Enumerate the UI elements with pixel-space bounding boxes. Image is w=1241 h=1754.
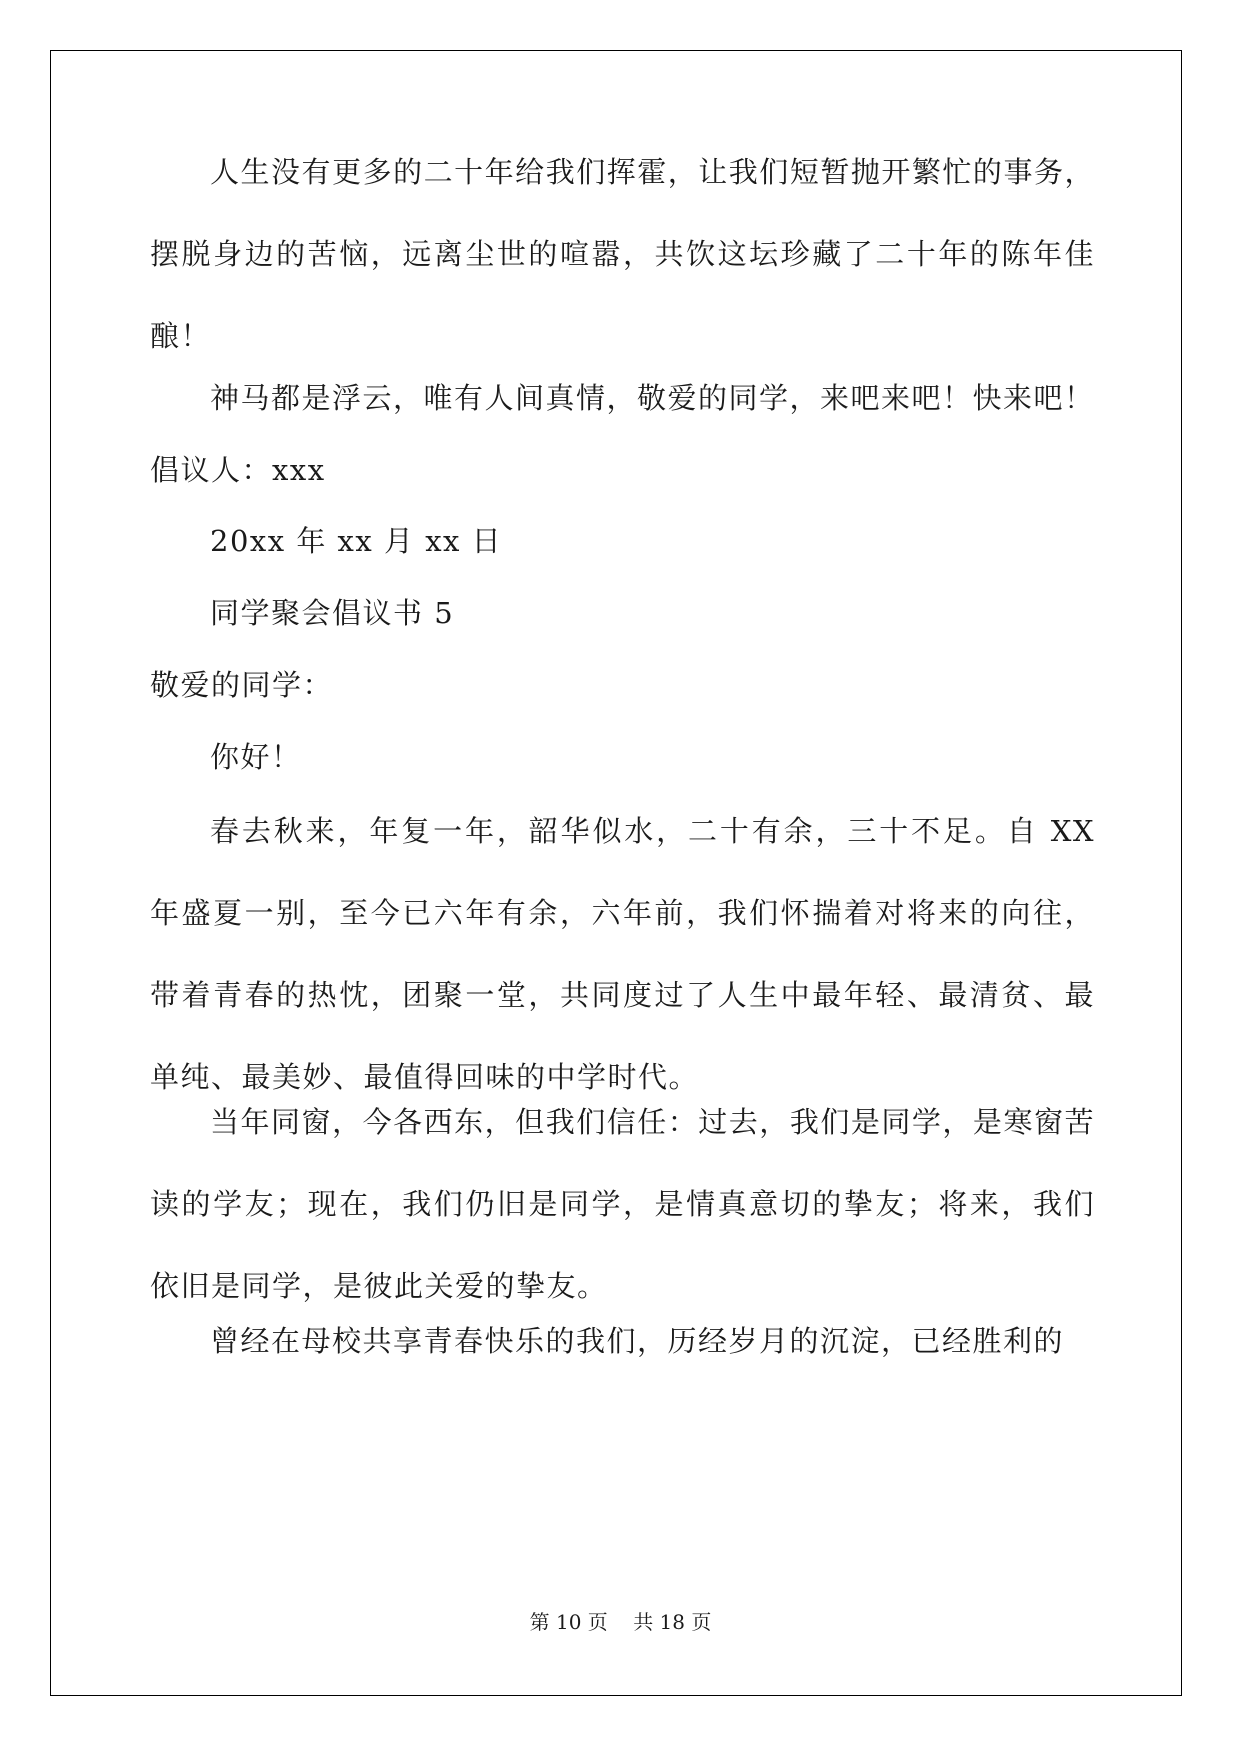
date-line: 20xx 年 xx 月 xx 日 bbox=[210, 524, 503, 558]
section-title: 同学聚会倡议书 5 bbox=[210, 596, 455, 630]
paragraph-2: 神马都是浮云，唯有人间真情，敬爱的同学，来吧来吧！快来吧！ bbox=[210, 381, 1095, 415]
paragraph-5: 曾经在母校共享青春快乐的我们，历经岁月的沉淀，已经胜利的 bbox=[210, 1324, 1065, 1358]
salutation: 敬爱的同学： bbox=[150, 668, 334, 702]
greeting: 你好！ bbox=[210, 740, 302, 774]
signatory-line: 倡议人：xxx bbox=[150, 453, 326, 487]
paragraph-4: 当年同窗，今各西东，但我们信任：过去，我们是同学，是寒窗苦读的学友；现在，我们仍旧是同学，是情真意切的挚友；将来，我们依旧是同学，是彼此关爱的挚友。 bbox=[150, 1105, 1095, 1303]
paragraph-1: 人生没有更多的二十年给我们挥霍，让我们短暂抛开繁忙的事务，摆脱身边的苦恼，远离尘世的喧嚣，共饮这坛珍藏了二十年的陈年佳酿！ bbox=[150, 155, 1095, 353]
paragraph-3: 春去秋来，年复一年，韶华似水，二十有余，三十不足。自 XX 年盛夏一别，至今已六年有余，六年前，我们怀揣着对将来的向往，带着青春的热忱，团聚一堂，共同度过了人生中最年轻、最清贫、最单纯、最美妙、最值得回味的中学时代。 bbox=[150, 814, 1095, 1094]
page-number-footer: 第 10 页 共 18 页 bbox=[529, 1610, 712, 1634]
